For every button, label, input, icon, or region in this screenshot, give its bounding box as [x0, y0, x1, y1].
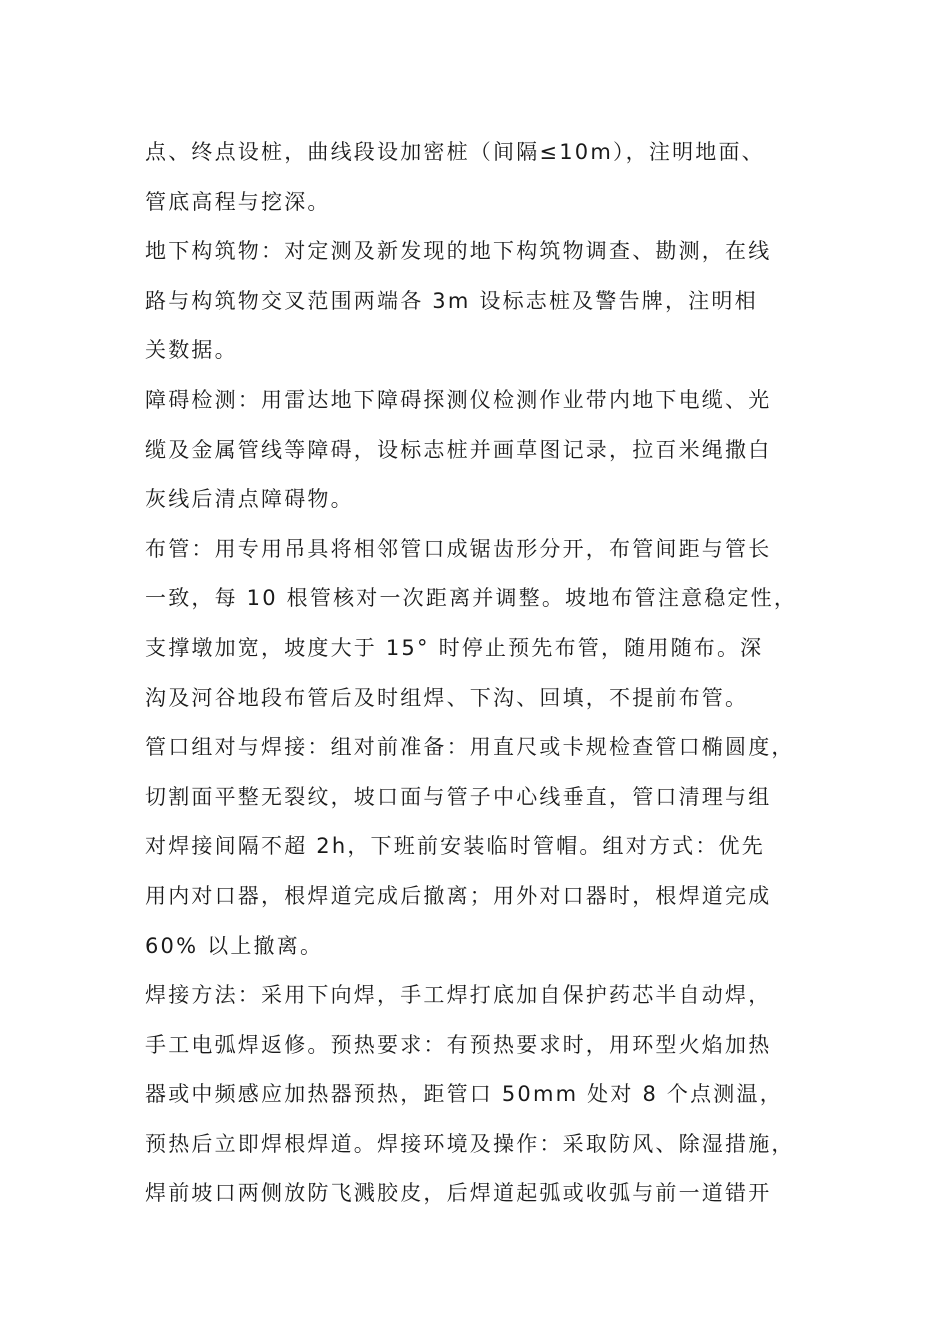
text-line: 管底高程与挖深。	[145, 189, 331, 214]
text-line: 沟及河谷地段布管后及时组焊、下沟、回填，不提前布管。	[145, 685, 749, 710]
text-line: 点、终点设桩，曲线段设加密桩（间隔≤10m），注明地面、	[145, 140, 765, 164]
text-line: 路与构筑物交叉范围两端各 3m 设标志桩及警告牌，注明相	[145, 288, 758, 313]
text-line: 手工电弧焊返修。预热要求：有预热要求时，用环型火焰加热	[145, 1032, 772, 1057]
text-line: 切割面平整无裂纹，坡口面与管子中心线垂直，管口清理与组	[145, 784, 772, 809]
text-line: 60% 以上撤离。	[145, 933, 324, 958]
text-line: 预热后立即焊根焊道。焊接环境及操作：采取防风、除湿措施，	[145, 1131, 795, 1156]
text-line: 焊前坡口两侧放防飞溅胶皮，后焊道起弧或收弧与前一道错开	[145, 1181, 772, 1206]
text-line: 用内对口器，根焊道完成后撤离；用外对口器时，根焊道完成	[145, 883, 772, 908]
text-line: 支撑墩加宽，坡度大于 15° 时停止预先布管，随用随布。深	[145, 635, 764, 660]
text-line: 布管：用专用吊具将相邻管口成锯齿形分开，布管间距与管长	[145, 536, 772, 561]
text-line: 焊接方法：采用下向焊，手工焊打底加自保护药芯半自动焊，	[145, 983, 772, 1008]
text-line: 器或中频感应加热器预热，距管口 50mm 处对 8 个点测温，	[145, 1082, 783, 1107]
text-line: 一致，每 10 根管核对一次距离并调整。坡地布管注意稳定性，	[145, 586, 798, 611]
text-line: 管口组对与焊接：组对前准备：用直尺或卡规检查管口椭圆度，	[145, 735, 795, 760]
text-line: 缆及金属管线等障碍，设标志桩并画草图记录，拉百米绳撒白	[145, 437, 772, 462]
body-text	[145, 128, 835, 1219]
text-line: 关数据。	[145, 338, 238, 363]
text-line: 地下构筑物：对定测及新发现的地下构筑物调查、勘测，在线	[145, 239, 772, 264]
text-line: 灰线后清点障碍物。	[145, 487, 354, 512]
text-line: 障碍检测：用雷达地下障碍探测仪检测作业带内地下电缆、光	[145, 387, 772, 412]
text-line: 对焊接间隔不超 2h，下班前安装临时管帽。组对方式：优先	[145, 834, 765, 859]
